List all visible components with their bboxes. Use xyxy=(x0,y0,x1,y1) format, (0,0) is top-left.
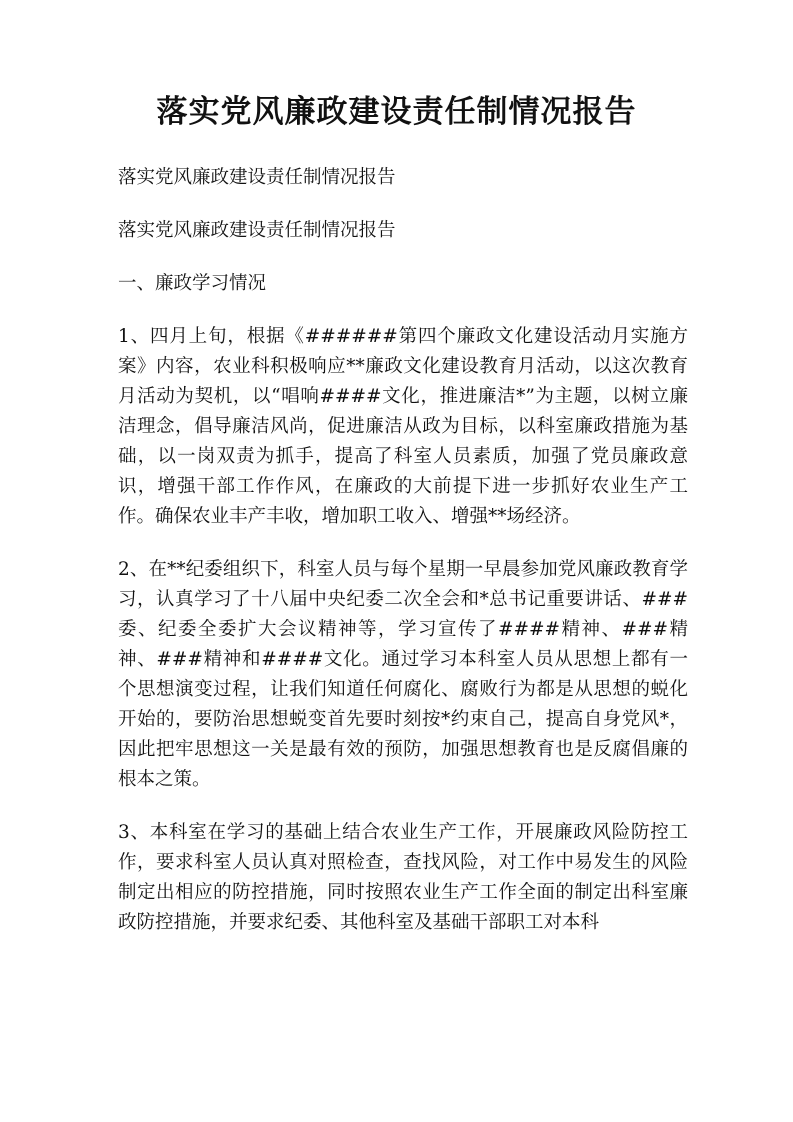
body-paragraph: 3、本科室在学习的基础上结合农业生产工作，开展廉政风险防控工作，要求科室人员认真对照检查，查找风险，对工作中易发生的风险制定出相应的防控措施，同时按照农业生产工作全面的制定出科室廉政防控措施，并要求纪委、其他科室及基础干部职工对本科 xyxy=(118,822,688,933)
document-title: 落实党风廉政建设责任制情况报告 xyxy=(156,94,637,130)
subtitle-paragraph: 落实党风廉政建设责任制情况报告 xyxy=(118,220,396,241)
body-paragraph: 1、四月上旬，根据《######第四个廉政文化建设活动月实施方案》内容，农业科积极响应**廉政文化建设教育月活动，以这次教育月活动为契机，以“唱响####文化，推进廉洁*”为主题，以树立廉洁理念，倡导廉洁风尚，促进廉洁从政为目标，以科室廉政措施为基础，以一岗双责为抓手，提高了科室人员素质，加强了党员廉政意识，增强干部工作作风，在廉政的大前提下进一步抓好农业生产工作。确保农业丰产丰收，增加职工收入、增强**场经济。 xyxy=(118,326,688,527)
document-body xyxy=(118,163,688,961)
subtitle-paragraph: 落实党风廉政建设责任制情况报告 xyxy=(118,167,396,188)
body-paragraph: 2、在**纪委组织下，科室人员与每个星期一早晨参加党风廉政教育学习，认真学习了十八届中央纪委二次全会和*总书记重要讲话、###委、纪委全委扩大会议精神等，学习宣传了####精神、###精神、###精神和####文化。通过学习本科室人员从思想上都有一个思想演变过程，让我们知道任何腐化、腐败行为都是从思想的蜕化开始的，要防治思想蜕变首先要时刻按*约束自己，提高自身党风*，因此把牢思想这一关是最有效的预防，加强思想教育也是反腐倡廉的根本之策。 xyxy=(118,559,688,790)
section-heading: 一、廉政学习情况 xyxy=(118,273,267,294)
